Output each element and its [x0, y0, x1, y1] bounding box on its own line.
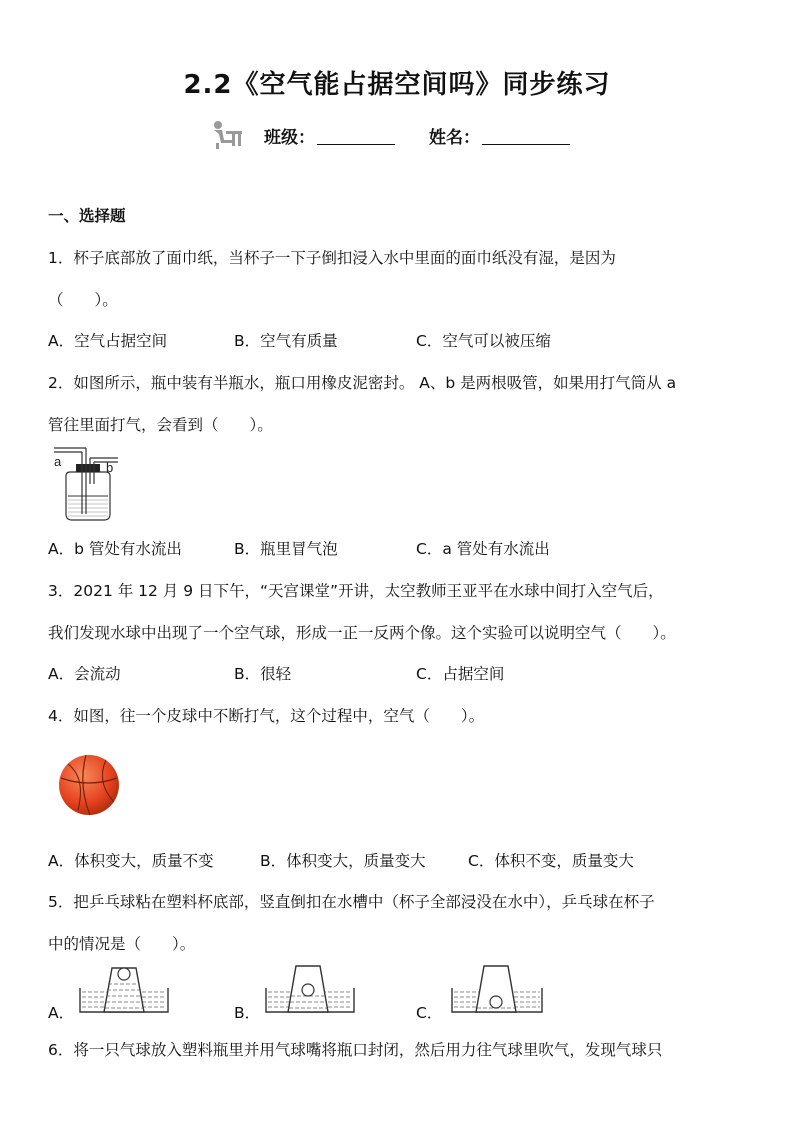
q5-option-a[interactable]: A．: [48, 1004, 75, 1022]
q5-text-cont: 中的情况是（ ）。: [48, 935, 196, 953]
q4-option-a[interactable]: A．体积变大，质量不变: [48, 852, 214, 870]
tube-b-label: b: [106, 460, 114, 475]
section-heading: 一、选择题: [48, 207, 126, 225]
page-title: 2.2《空气能占据空间吗》同步练习: [183, 70, 611, 100]
q5-figure-c: [450, 964, 546, 1018]
q3-text-cont: 我们发现水球中出现了一个空气球，形成一正一反两个像。这个实验可以说明空气（ ）。: [48, 624, 676, 642]
q4-option-b[interactable]: B．体积变大，质量变大: [260, 852, 426, 870]
q1-option-c[interactable]: C．空气可以被压缩: [416, 332, 551, 350]
q2-option-b[interactable]: B．瓶里冒气泡: [234, 540, 338, 558]
q1-options: [48, 331, 748, 351]
class-label: 班级：: [264, 127, 315, 148]
q4-option-c[interactable]: C．体积不变，质量变大: [468, 852, 634, 870]
q2-options: [48, 539, 748, 559]
q5-option-b[interactable]: B．: [234, 1004, 261, 1022]
q3-text: 3．2021 年 12 月 9 日下午，“天宫课堂”开讲，太空教师王亚平在水球中间打入空气后，: [48, 582, 664, 600]
q3-options: [48, 664, 748, 684]
q2-option-c[interactable]: C．a 管处有水流出: [416, 540, 550, 558]
q1-text-cont: （ ）。: [48, 291, 118, 309]
class-field[interactable]: [317, 126, 395, 145]
q1-text: 1．杯子底部放了面巾纸，当杯子一下子倒扣浸入水中里面的面巾纸没有湿，是因为: [48, 249, 616, 267]
bottle-tubes-figure: [50, 444, 122, 522]
q1-option-a[interactable]: A．空气占据空间: [48, 332, 168, 350]
q5-figure-a: [78, 964, 172, 1018]
q3-option-c[interactable]: C．占据空间: [416, 665, 505, 683]
q4-text: 4．如图，往一个皮球中不断打气，这个过程中，空气（ ）。: [48, 707, 485, 725]
name-field[interactable]: [482, 126, 570, 145]
q6-text: 6．将一只气球放入塑料瓶里并用气球嘴将瓶口封闭，然后用力往气球里吹气，发现气球只: [48, 1041, 663, 1059]
q5-figure-b: [264, 964, 358, 1018]
q3-option-a[interactable]: A．会流动: [48, 665, 121, 683]
q5-option-c[interactable]: C．: [416, 1004, 443, 1022]
q2-text-cont: 管往里面打气，会看到（ ）。: [48, 416, 273, 434]
student-desk-icon: [210, 120, 246, 150]
q3-option-b[interactable]: B．很轻: [234, 665, 292, 683]
q4-options: [48, 851, 748, 871]
student-info: [210, 120, 604, 150]
q2-option-a[interactable]: A．b 管处有水流出: [48, 540, 182, 558]
name-label: 姓名：: [429, 127, 480, 148]
q5-text: 5．把乒乓球粘在塑料杯底部，竖直倒扣在水槽中（杯子全部浸没在水中），乒乓球在杯子: [48, 893, 655, 911]
tube-a-label: a: [54, 454, 62, 469]
q2-text: 2．如图所示，瓶中装有半瓶水，瓶口用橡皮泥密封。 A、b 是两根吸管，如果用打气筒从 a: [48, 374, 677, 392]
basketball-figure: [56, 752, 122, 818]
q1-option-b[interactable]: B．空气有质量: [234, 332, 338, 350]
